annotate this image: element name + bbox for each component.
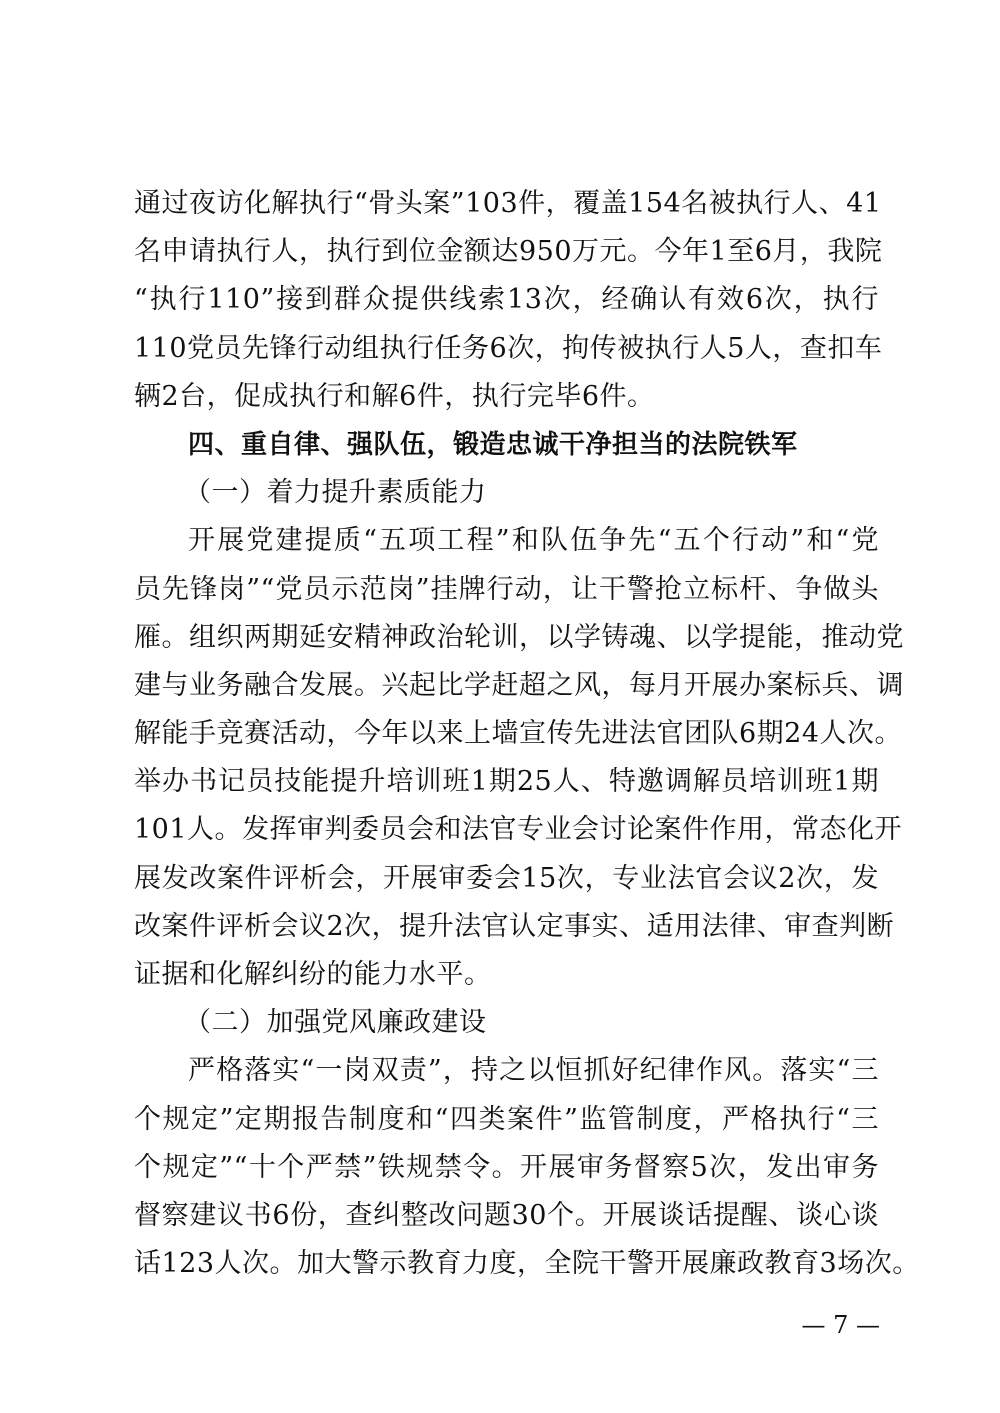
page-number: — 7 — [801, 1311, 880, 1339]
paragraph-line: 建与业务融合发展。兴起比学赶超之风，每月开展办案标兵、调 [134, 669, 904, 701]
paragraph-line: 举办书记员技能提升培训班1期25人、特邀调解员培训班1期 [134, 766, 879, 798]
body-text [134, 180, 920, 1288]
paragraph-line: 个规定”定期报告制度和“四类案件”监管制度，严格执行“三 [134, 1103, 879, 1135]
paragraph-line: 雁。组织两期延安精神政治轮训，以学铸魂、以学提能，推动党 [134, 621, 904, 653]
paragraph-line: 展发改案件评析会，开展审委会15次，专业法官会议2次，发 [134, 862, 879, 894]
subsection-heading: （二）加强党风廉政建设 [184, 1007, 487, 1039]
paragraph-line: 改案件评析会议2次，提升法官认定事实、适用法律、审查判断 [134, 910, 895, 942]
paragraph-line: 110党员先锋行动组执行任务6次，拘传被执行人5人，查扣车 [134, 332, 883, 364]
paragraph-line: 101人。发挥审判委员会和法官专业会讨论案件作用，常态化开 [134, 814, 903, 846]
paragraph-line: 通过夜访化解执行“骨头案”103件，覆盖154名被执行人、41 [134, 188, 882, 219]
paragraph-line: 名申请执行人，执行到位金额达950万元。今年1至6月，我院 [134, 236, 883, 268]
paragraph-line: 解能手竞赛活动，今年以来上墙宣传先进法官团队6期24人次。 [134, 718, 903, 750]
paragraph-line: 督察建议书6份，查纠整改问题30个。开展谈话提醒、谈心谈 [134, 1199, 879, 1231]
paragraph-line: 话123人次。加大警示教育力度，全院干警开展廉政教育3场次。 [134, 1248, 920, 1280]
section-heading: 四、重自律、强队伍，锻造忠诚干净担当的法院铁军 [188, 429, 798, 460]
paragraph-line: 个规定”“十个严禁”铁规禁令。开展审务督察5次，发出审务 [134, 1151, 879, 1183]
paragraph-line: 严格落实“一岗双责”，持之以恒抓好纪律作风。落实“三 [188, 1055, 879, 1087]
paragraph-line: 开展党建提质“五项工程”和队伍争先“五个行动”和“党 [188, 525, 879, 557]
paragraph-line: 员先锋岗”“党员示范岗”挂牌行动，让干警抢立标杆、争做头 [134, 573, 879, 605]
paragraph-line: 证据和化解纠纷的能力水平。 [134, 959, 492, 990]
subsection-heading: （一）着力提升素质能力 [184, 477, 487, 509]
paragraph-line: “执行110”接到群众提供线索13次，经确认有效6次，执行 [134, 284, 879, 316]
paragraph-line: 辆2台，促成执行和解6件，执行完毕6件。 [134, 380, 655, 412]
